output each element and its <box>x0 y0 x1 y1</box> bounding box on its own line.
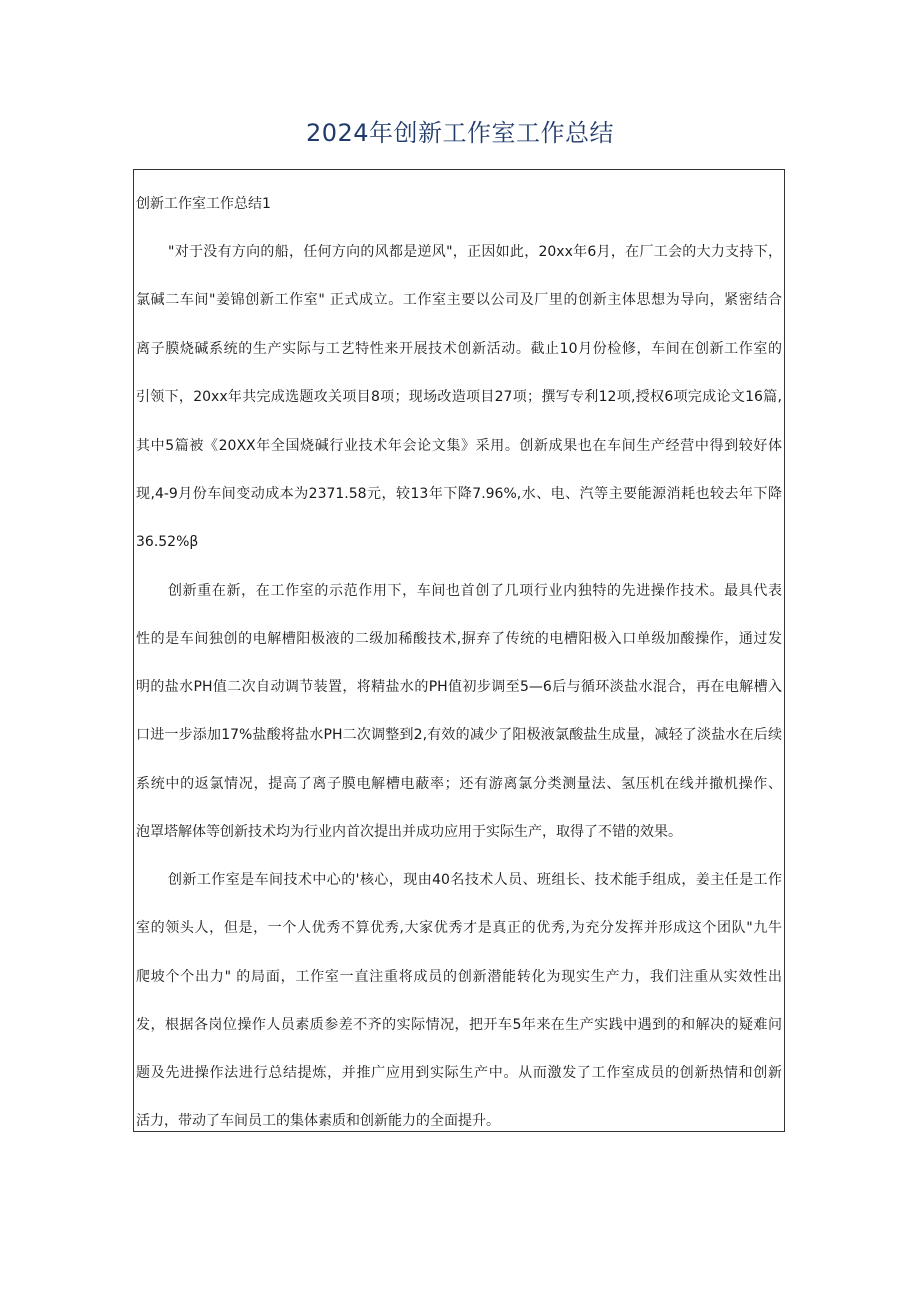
paragraph-3-line: 爬坡个个出力" 的局面，工作室一直注重将成员的创新潜能转化为现实生产力，我们注重从实效性出 <box>136 969 782 985</box>
paragraph-2-line: 泡罩塔解体等创新技术均为行业内首次提出并成功应用于实际生产，取得了不错的效果。 <box>136 824 682 840</box>
paragraph-2-line: 明的盐水PH值二次自动调节装置，将精盐水的PH值初步调至5—6后与循环淡盐水混合，再在电解槽入 <box>136 679 782 695</box>
paragraph-1-line: 离子膜烧碱系统的生产实际与工艺特性来开展技术创新活动。截止10月份检修，车间在创新工作室的 <box>136 341 782 357</box>
paragraph-2-line: 口进一步添加17%盐酸将盐水PH二次调整到2,有效的减少了阳极液氯酸盐生成量，减轻了淡盐水在后续 <box>136 727 782 743</box>
paragraph-1-line: 其中5篇被《20XX年全国烧碱行业技术年会论文集》采用。创新成果也在车间生产经营中得到较好体 <box>136 438 782 454</box>
paragraph-3-line: 室的领头人，但是，一个人优秀不算优秀,大家优秀才是真正的优秀,为充分发挥并形成这个团队"九牛 <box>136 920 782 936</box>
document-title: 2024年创新工作室工作总结 <box>305 119 615 147</box>
paragraph-1-line: "对于没有方向的船，任何方向的风都是逆风"，正因如此，20xx年6月，在厂工会的大力支持下， <box>168 244 782 260</box>
paragraph-3-line: 活力，带动了车间员工的集体素质和创新能力的全面提升。 <box>136 1113 500 1129</box>
paragraph-2-line: 系统中的返氯情况，提高了离子膜电解槽电蔽率；还有游离氯分类测量法、氢压机在线并撤机操作、 <box>136 776 782 792</box>
paragraph-2-line: 创新重在新，在工作室的示范作用下，车间也首创了几项行业内独特的先进操作技术。最具代表 <box>168 583 782 599</box>
paragraph-1-line: 氯碱二车间"姜锦创新工作室" 正式成立。工作室主要以公司及厂里的创新主体思想为导向，紧密结合 <box>136 292 782 308</box>
paragraph-2-line: 性的是车间独创的电解槽阳极液的二级加稀酸技术,摒弃了传统的电槽阳极入口单级加酸操作，通过发 <box>136 631 782 647</box>
paragraph-3-line: 题及先进操作法进行总结提炼，并推广应用到实际生产中。从而激发了工作室成员的创新热情和创新 <box>136 1065 782 1081</box>
paragraph-1-line: 现,4-9月份车间变动成本为2371.58元，较13年下降7.96%,水、电、汽等主要能源消耗也较去年下降 <box>136 486 782 502</box>
paragraph-3-line: 发，根据各岗位操作人员素质参差不齐的实际情况，把开车5年来在生产实践中遇到的和解决的疑难问 <box>136 1017 782 1033</box>
paragraph-1-line: 36.52%β <box>136 534 199 550</box>
section-heading: 创新工作室工作总结1 <box>136 196 271 212</box>
paragraph-3-line: 创新工作室是车间技术中心的'核心，现由40名技术人员、班组长、技术能手组成，姜主任是工作 <box>168 872 782 888</box>
paragraph-1-line: 引领下，20xx年共完成选题攻关项目8项；现场改造项目27项；撰写专利12项,授权6项完成论文16篇, <box>136 389 782 405</box>
